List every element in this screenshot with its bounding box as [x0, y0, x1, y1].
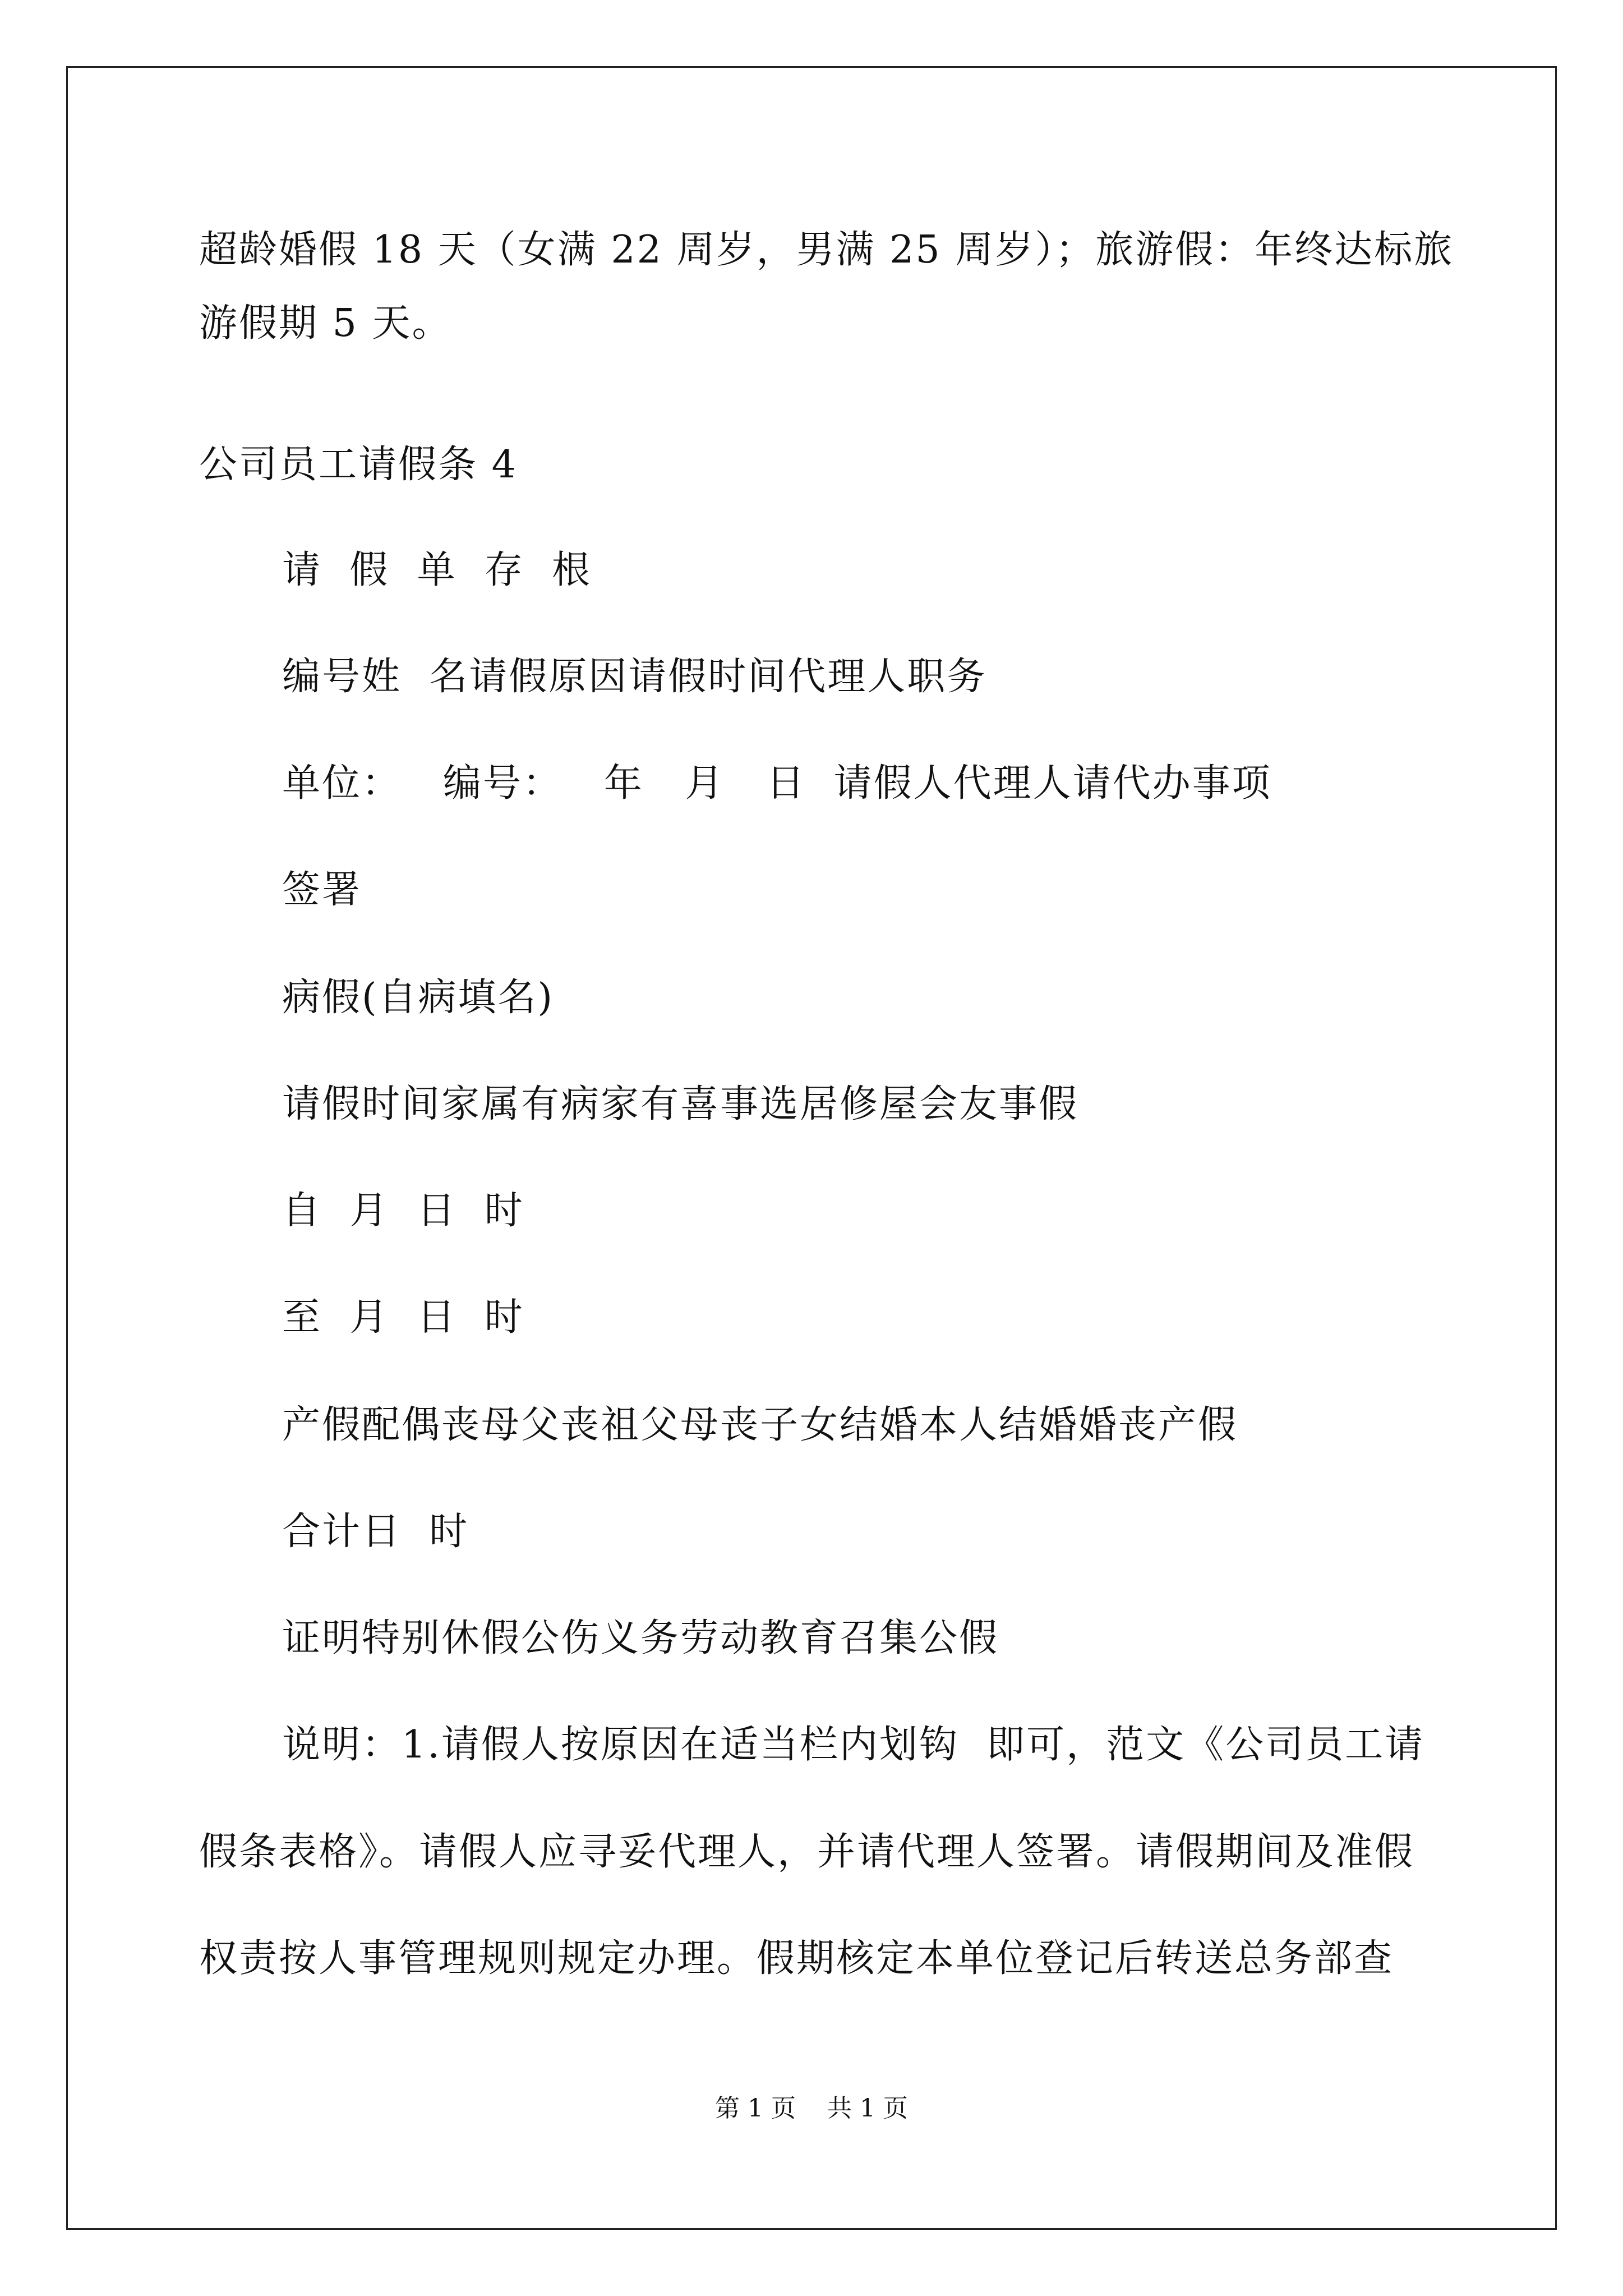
explanation-line-2: 假条表格》。请假人应寻妥代理人，并请代理人签署。请假期间及准假 [199, 1830, 1415, 1874]
explanation-line-1: 说明：1.请假人按原因在适当栏内划钩 即可，范文《公司员工请 [282, 1723, 1425, 1767]
form-line-stub-title: 请 假 单 存 根 [282, 548, 592, 592]
section-title: 公司员工请假条 4 [199, 443, 518, 487]
form-line-sick-leave: 病假(自病填名) [282, 976, 555, 1020]
form-line-total: 合计日 时 [282, 1510, 469, 1554]
form-line-signature: 签署 [282, 868, 362, 912]
explanation-line-3: 权责按人事管理规则规定办理。假期核定本单位登记后转送总务部查 [199, 1936, 1394, 1981]
form-line-maternity-leave: 产假配偶丧母父丧祖父母丧子女结婚本人结婚婚丧产假 [282, 1403, 1238, 1447]
form-line-unit: 单位： 编号： 年 月 日 请假人代理人请代办事项 [282, 761, 1272, 806]
form-line-personal-leave: 请假时间家属有病家有喜事选居修屋会友事假 [282, 1082, 1079, 1126]
intro-line-2: 游假期 5 天。 [199, 301, 452, 346]
form-line-headers: 编号姓 名请假原因请假时间代理人职务 [282, 655, 987, 699]
intro-line-1: 超龄婚假 18 天（女满 22 周岁，男满 25 周岁）；旅游假：年终达标旅 [199, 228, 1454, 272]
form-line-public-leave: 证明特别休假公伤义务劳动教育召集公假 [282, 1616, 999, 1660]
page-frame [66, 66, 1557, 2230]
page-footer: 第 1 页 共 1 页 [715, 2094, 908, 2123]
form-line-from: 自 月 日 时 [282, 1189, 524, 1233]
form-line-to: 至 月 日 时 [282, 1295, 524, 1340]
